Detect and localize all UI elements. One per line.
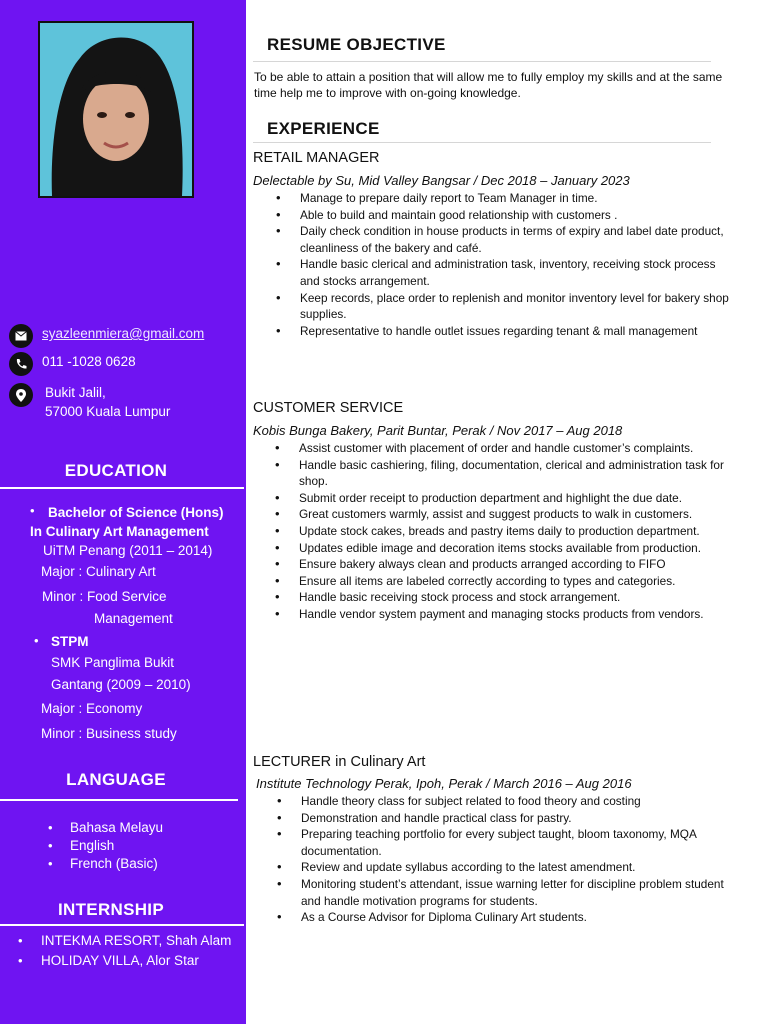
duty-item: • Demonstration and handle practical class for pastry. xyxy=(301,810,726,827)
university: UiTM Penang (2011 – 2014) xyxy=(43,543,213,558)
duty-item: • Handle basic clerical and administration task, inventory, receiving stock process and stocks arrangement. xyxy=(300,256,730,289)
bullet: • xyxy=(48,820,53,835)
job-title: CUSTOMER SERVICE xyxy=(253,400,404,416)
degree-minor-cont: Management xyxy=(94,611,173,626)
job-duties xyxy=(299,440,724,623)
address-line-2: 57000 Kuala Lumpur xyxy=(45,404,171,419)
internship-item: INTEKMA RESORT, Shah Alam xyxy=(41,933,232,948)
bullet: • xyxy=(34,633,39,648)
duty-item: • Daily check condition in house products in terms of expiry and label date product, cleanliness of the bakery and café. xyxy=(300,223,730,256)
stpm-minor: Minor : Business study xyxy=(41,726,177,741)
address-row xyxy=(9,383,170,421)
experience-divider xyxy=(253,142,711,143)
sidebar xyxy=(0,0,246,1024)
phone-row xyxy=(9,352,136,376)
duty-item: • Review and update syllabus according to the latest amendment. xyxy=(301,859,726,876)
bullet: • xyxy=(30,503,35,518)
phone-number: 011 -1028 0628 xyxy=(42,354,136,369)
school-line-1: SMK Panglima Bukit xyxy=(51,655,175,670)
profile-photo xyxy=(38,21,194,198)
duty-item: • Assist customer with placement of order and handle customer’s complaints. xyxy=(299,440,724,457)
language-divider xyxy=(0,799,238,801)
duty-item: • Handle vendor system payment and managing stocks products from vendors. xyxy=(299,606,724,623)
duty-item: • Submit order receipt to production department and highlight the due date. xyxy=(299,490,724,507)
degree-line-2: In Culinary Art Management xyxy=(30,524,209,539)
email-row xyxy=(9,324,204,348)
internship-divider xyxy=(0,924,244,926)
duty-item: • Representative to handle outlet issues regarding tenant & mall management xyxy=(300,323,730,340)
education-divider xyxy=(0,487,244,489)
duty-item: • Manage to prepare daily report to Team Manager in time. xyxy=(300,190,730,207)
duty-item: • As a Course Advisor for Diploma Culinary Art students. xyxy=(301,909,726,926)
language-item: Bahasa Melayu xyxy=(70,820,164,835)
duty-item: • Handle basic receiving stock process and stock arrangement. xyxy=(299,589,724,606)
mail-icon xyxy=(9,324,33,348)
job-title: RETAIL MANAGER xyxy=(253,150,380,166)
job-employer: Institute Technology Perak, Ipoh, Perak / March 2016 – Aug 2016 xyxy=(256,776,632,791)
email-link[interactable]: syazleenmiera@gmail.com xyxy=(42,326,205,341)
duty-item: • Ensure all items are labeled correctly according to types and categories. xyxy=(299,573,724,590)
bullet: • xyxy=(18,933,23,948)
stpm-major: Major : Economy xyxy=(41,701,143,716)
language-item: English xyxy=(70,838,115,853)
job-employer: Delectable by Su, Mid Valley Bangsar / Dec 2018 – January 2023 xyxy=(253,173,630,188)
degree-minor: Minor : Food Service xyxy=(42,589,167,604)
duty-item: • Great customers warmly, assist and suggest products to walk in customers. xyxy=(299,506,724,523)
objective-heading: RESUME OBJECTIVE xyxy=(267,35,446,54)
duty-item: • Keep records, place order to replenish and monitor inventory level for bakery shop supplies. xyxy=(300,290,730,323)
stpm-title: STPM xyxy=(51,634,89,649)
school-line-2: Gantang (2009 – 2010) xyxy=(51,677,191,692)
language-heading: LANGUAGE xyxy=(66,770,166,789)
location-pin-icon xyxy=(9,383,33,407)
duty-item: • Able to build and maintain good relationship with customers . xyxy=(300,207,730,224)
job-title: LECTURER in Culinary Art xyxy=(253,754,426,770)
job-employer: Kobis Bunga Bakery, Parit Buntar, Perak / Nov 2017 – Aug 2018 xyxy=(253,423,623,438)
degree-line-1: Bachelor of Science (Hons) xyxy=(48,505,224,520)
language-item: French (Basic) xyxy=(70,856,158,871)
duty-item: • Update stock cakes, breads and pastry items daily to production department. xyxy=(299,523,724,540)
bullet: • xyxy=(48,838,53,853)
experience-heading: EXPERIENCE xyxy=(267,119,380,138)
address xyxy=(45,383,170,421)
degree-major: Major : Culinary Art xyxy=(41,564,156,579)
duty-item: • Ensure bakery always clean and products arranged according to FIFO xyxy=(299,556,724,573)
bullet: • xyxy=(48,856,53,871)
duty-item: • Preparing teaching portfolio for every subject taught, bloom taxonomy, MQA documentation. xyxy=(301,826,726,859)
job-duties xyxy=(301,793,726,926)
duty-item: • Handle theory class for subject related to food theory and costing xyxy=(301,793,726,810)
objective-text: To be able to attain a position that will allow me to fully employ my skills and at the same time help me to improve with on-going knowledge. xyxy=(254,70,723,100)
bullet: • xyxy=(18,953,23,968)
internship-item: HOLIDAY VILLA, Alor Star xyxy=(41,953,199,968)
objective-divider xyxy=(253,61,711,62)
internship-heading: INTERNSHIP xyxy=(58,900,164,919)
duty-item: • Updates edible image and decoration items stocks available from production. xyxy=(299,540,724,557)
phone-icon xyxy=(9,352,33,376)
duty-item: • Handle basic cashiering, filing, documentation, clerical and administration task for shop. xyxy=(299,457,724,490)
education-heading: EDUCATION xyxy=(64,461,168,480)
duty-item: • Monitoring student’s attendant, issue warning letter for discipline problem student and handle motivation programs for students. xyxy=(301,876,726,909)
address-line-1: Bukit Jalil, xyxy=(45,385,106,400)
job-duties xyxy=(300,190,730,339)
